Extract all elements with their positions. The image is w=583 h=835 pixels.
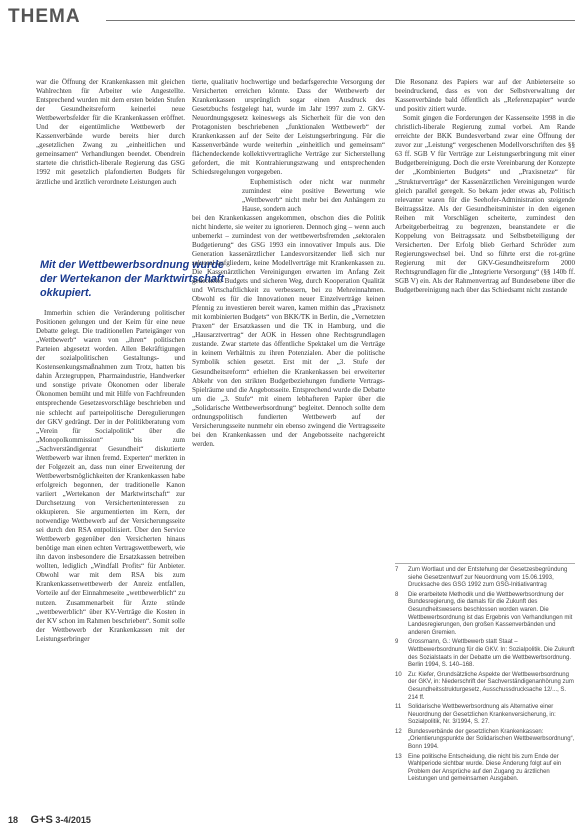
footnote-number: 13 [395, 753, 402, 760]
footnote [395, 704, 575, 727]
paragraph: Euphemistisch oder nicht war nunmehr zumindest eine positive Bewertung wie „Wettbewerb“ nicht mehr bei den Anhängern zu Hause, sondern auch [242, 177, 385, 213]
footnote-text: Solidarische Wettbewerbsordnung als Alternative einer Neuordnung der Gesetzlichen Krankenversicherung, in: Sozialpolitik, Nr. 3/1994, S. 27. [408, 704, 556, 726]
paragraph: Die Resonanz des Papiers war auf der Anbieterseite so beeindruckend, dass es von der Selbstverwaltung der Kassenverbände bald öffentlich als „Referenzpapier“ wurde und positiv zitiert wurde. [395, 78, 575, 114]
footnote-text: Die erarbeitete Methodik und die Wettbewerbsordnung der Bundesregierung, die damals für die Zukunft des Gesundheitswesens beschlossen worden waren. Die Wettbewerbsordnung ist das Ergebnis von Verhandlungen mit Landesregierungen, den großen Kassenverbänden und anderen Gremien. [408, 591, 573, 636]
footnote [395, 567, 575, 590]
footnote-text: Eine politische Entscheidung, die nicht bis zum Ende der Wahlperiode sichtbar wurde. Diese Änderung folgt auf ein Problem der Ansprüche auf den Zugang zu ärztlichen Leistungen und gemeinsamen Ausgaben. [408, 753, 562, 783]
footnote [395, 754, 575, 784]
paragraph: tierte, qualitativ hochwertige und bedarfsgerechte Versorgung der Versicherten erreichen könnte. Dass der Wettbewerb der Krankenkassen ursprünglich sogar einen Ausdruck des Gesetzbuchs festgelegt hat, wurde im Jahr 1997 zum 2. GKV-Neuordnungsgesetz keineswegs als Sicherheit für die von den Protagonisten beschriebenen „funktionalen Wettbewerb“ der Krankenkassen auf der Seite der Leistungserbringung. Für die Kassenverbände wurde weiterhin „einheitlich und gemeinsam“ flächendeckende kollektivvertragliche Verträge zur Sicherstellung gefordert, die mit Kontrahierungszwang und entsprechenden Schiedsregelungen vorgegeben. [192, 78, 385, 177]
paragraph: Somit gingen die Forderungen der Kassenseite 1998 in die christlich-liberale Regierung zumal vorbei. Am Rande erreichte der BKK Bundesverband zwar eine Öffnung der zuvor zur „Leistung“ vergeschenen Modellvorschriften des §§ 63 ff. SGB V für Verträge zur Leistungserbringung mit einer Budgetbereinigung. Doch die erste Vereinbarung der Konzepte der „Kombinierten Budgets“ und „Praxisnetze“ für „Strukturverträge“ der Kassenärztlichen Vereinigungen wurde gleich parallel geregelt. So bekam jeder etwas ab, Politisch relevanter waren für die Seehofer-Administration steigende Beitragssätze. Als der Gesundheitsminister in den eigenen Reihen mit Vorschlägen scheiterte, zumindest den Arbeitgeberbeitrag zu begrenzen, beanstandete er die Koppelung von Beitragssatz und Selbstbeteiligung der Versicherten. Der Erfolg blieb Gerhard Schröder zum Regierungswechsel bei. Und so führte erst die rot-grüne Regierung mit der GKV-Gesundheitsreform 2000 Rechtsgrundlagen für die „Integrierte Versorgung“ (§§ 140b ff. SGB V) ein. Als der Rahmenvertrag auf Bundesebene über die Budgetbereinigung nach über das Schiedsamt nicht zustande [395, 114, 575, 295]
brand-logo: G+S [30, 814, 53, 826]
issue-number: 3-4/2015 [55, 815, 91, 825]
footnote-number: 11 [395, 704, 402, 711]
column-3 [395, 78, 575, 548]
column-1-bottom [36, 309, 185, 805]
footnote-text: Zu: Kiefer, Grundsätzliche Aspekte der Wettbewerbsordnung der GKV, in: Niederschrift der Sachverständigenanhörung zum Gesundheitsstrukturgesetz, Ausschussdrucksache 12/..., S. 214 ff. [408, 671, 574, 701]
footnote [395, 729, 575, 752]
footnote [395, 592, 575, 638]
footnote-text: Grossmann, G.: Wettbewerb statt Staat – Wettbewerbsordnung für die GKV. In: Sozialpolitik. Die Zukunft des Sozialstaats in der Debatte um die Wettbewerbsordnung. Berlin 1994, S. 140–168. [408, 639, 575, 669]
column-2 [192, 78, 385, 805]
footnote-text: Zum Wortlaut und der Entstehung der Gesetzesbegründung siehe Gesetzentwurf zur Neuordnung vom 15.06.1993, Drucksache des GSG 1992 zum GSG-Initiativantrag [408, 567, 568, 589]
page-footer [8, 814, 91, 826]
paragraph: Immerhin schien die Veränderung politischer Positionen gelungen und der Keim für eine neue Debatte gelegt. Die traditionellen Parteigänger von „Wettbewerb“ waren von „ihren“ politischen Parteien abgesetzt worden. Allen Bekräftigungen der sozialpolitischen Gestaltungs- und Kostensenkungsmaßnahmen zum Trotz, hatten bis dahin Ärztegruppen, Pharmaindustrie, Handwerker und sonstige private Ökonomen oder liberale Ökonomen bemüht und mit Hilfe von Fachfreunden entsprechende Gesetzesvorschläge beschrieben und nie schlecht auf parteipolitische Deregulierungen der GKV gedrängt. Der in der Politikberatung vom „Verein für Socialpolitik“ über die „Monopolkommission“ bis zum „Sachverständigenrat Gesundheit“ diskutierte Wettbewerb war ihnen fremd. Experten“ merkten in der Folgezeit an, dass nun einer Erweiterung der Wettbewerbsmöglichkeiten der Krankenkassen habe erfolgreich begonnen, der traditionelle Kanon variiert „Wertekanon der Marktwirtschaft“ zur Durchsetzung von Versicherteninteressen zu okkupieren. Sie argumentierten im Kern, der notwendige Wettbewerb auf der Versicherungsseite sei durch den RSA entpolitisiert. Über den Service Wettbewerb gegenüber den Versicherten hinaus benötige man einen echten Vertragswettbewerb, wie ihn davon insbesondere die Ersatzkassen betreiben wollten, lediglich „Windfall Profits“ für Anbieter. Obwohl war mit dem RSA bis zum Krankenkassenwettbewerb der Anreiz entfallen, Vorteile auf der Einnahmeseite „wettbewerblich“ zu nutzen. Zusammenarbeit für Ärzte stünde „wettbewerblich“ über KV-Verträge die Kosten in der KV schon im Rahmen beschrieben“. Somit solle der Wettbewerb der Krankenkassen mit der Leistungserbringer [36, 309, 185, 643]
paragraph: war die Öffnung der Krankenkassen mit gleichen Wahlrechten für Arbeiter wie Angestellte. Entsprechend wurden mit dem ersten beiden Stufen der Gesundheitsreform keinerlei neue Wettbewerbsfelder für die Krankenkassen eröffnet. Und der eigentümliche Wettbewerb der Kassenverbände wurde bereits hier durch „gesetzlichen Zwang zu „einheitlichen und gemeinsamen“ Verhandlungen beendet. Obendrein startete die christlich-liberale Regierung das GSG 1992 mit gesetzlich plafondierten Budgets für ärztliche und ärztlich verordnete Leistungen auch [36, 78, 185, 186]
footnote [395, 672, 575, 702]
header-rule [106, 20, 575, 21]
footnotes [395, 563, 575, 786]
footnote-number: 12 [395, 728, 402, 735]
footnote-text: Bundesverbände der gesetzlichen Krankenkassen: „Orientierungspunkte der Solidarischen Wettbewerbsordnung“, Bonn 1994. [408, 728, 575, 751]
section-title: THEMA [8, 6, 81, 27]
column-1-top [36, 78, 185, 274]
pull-quote: Mit der Wettbewerbsordnung wurde der Wertekanon der Marktwirtschaft okkupiert. [40, 259, 224, 299]
page-number: 18 [8, 815, 19, 825]
footnote-number: 9 [395, 639, 399, 646]
paragraph: bei den Krankenkassen angekommen, obschon dies die Politik nicht hinderte, sie weiter zu ignorieren. Dennoch ging – wenn auch unbemerkt – zumindest von der wettbewerbsfremden „sektoralen Budgetierung“ des GSG 1993 ein innovativer Impuls aus. Die Generation kassenärztlicher Landesvorsitzender ließ sich nur sektoral aufgliedern, keine Modellverträge mit Krankenkassen zu. Die Kassenärztlichen Vereinigungen erwarten im Anfang Zeit gedeckelte Budgets und sicheren Weg, durch Kooperation Qualität und Wirtschaftlichkeit zu verbessern, bei zu Mehreinnahmen. Obwohl es für die Innovationen neuer Einzelverträge keinen Pfennig zu investieren bereit waren, kamen mithin das „Praxisnetz mit kombinierten Budgets“ von BKK/TK in Berlin, die „Vernetzten Praxen“ der Ersatzkassen und die TK in Hamburg, und die „Hausarztvertrag“ der AOK in Hessen ohne Rechtsgrundlagen zustande. Zwar startete das öffentliche Spektakel um die Verträge in keinem Verhältnis zu ihren Potenzialen. Aber die politische Symbolik schien gesetzt. Erst mit der „3. Stufe der Gesundheitsreform“ erhielten die Krankenkassen bei erweiterter Abkehr von den strikten Budgetbeziehungen fundierte Vertrags-Spielräume und die Angebotsseite. Entsprechend wurde die Debatte um die „3. Stufe“ mit einem lebhafteren Papier über die „Solidarische Wettbewerbsordnung“ begleitet. Dennoch sollte dem ordnungspolitisch fundierten Wettbewerb auf der Versicherungsseite nunmehr ein ebenso zwingend die Vertragsseite bei den Krankenkassen und der Angebotsseite nachgereicht werden. [192, 213, 385, 448]
page-header [8, 6, 575, 34]
footnote-number: 10 [395, 671, 402, 678]
footnote [395, 639, 575, 669]
footnote-number: 7 [395, 567, 399, 573]
footnote-number: 8 [395, 591, 399, 598]
